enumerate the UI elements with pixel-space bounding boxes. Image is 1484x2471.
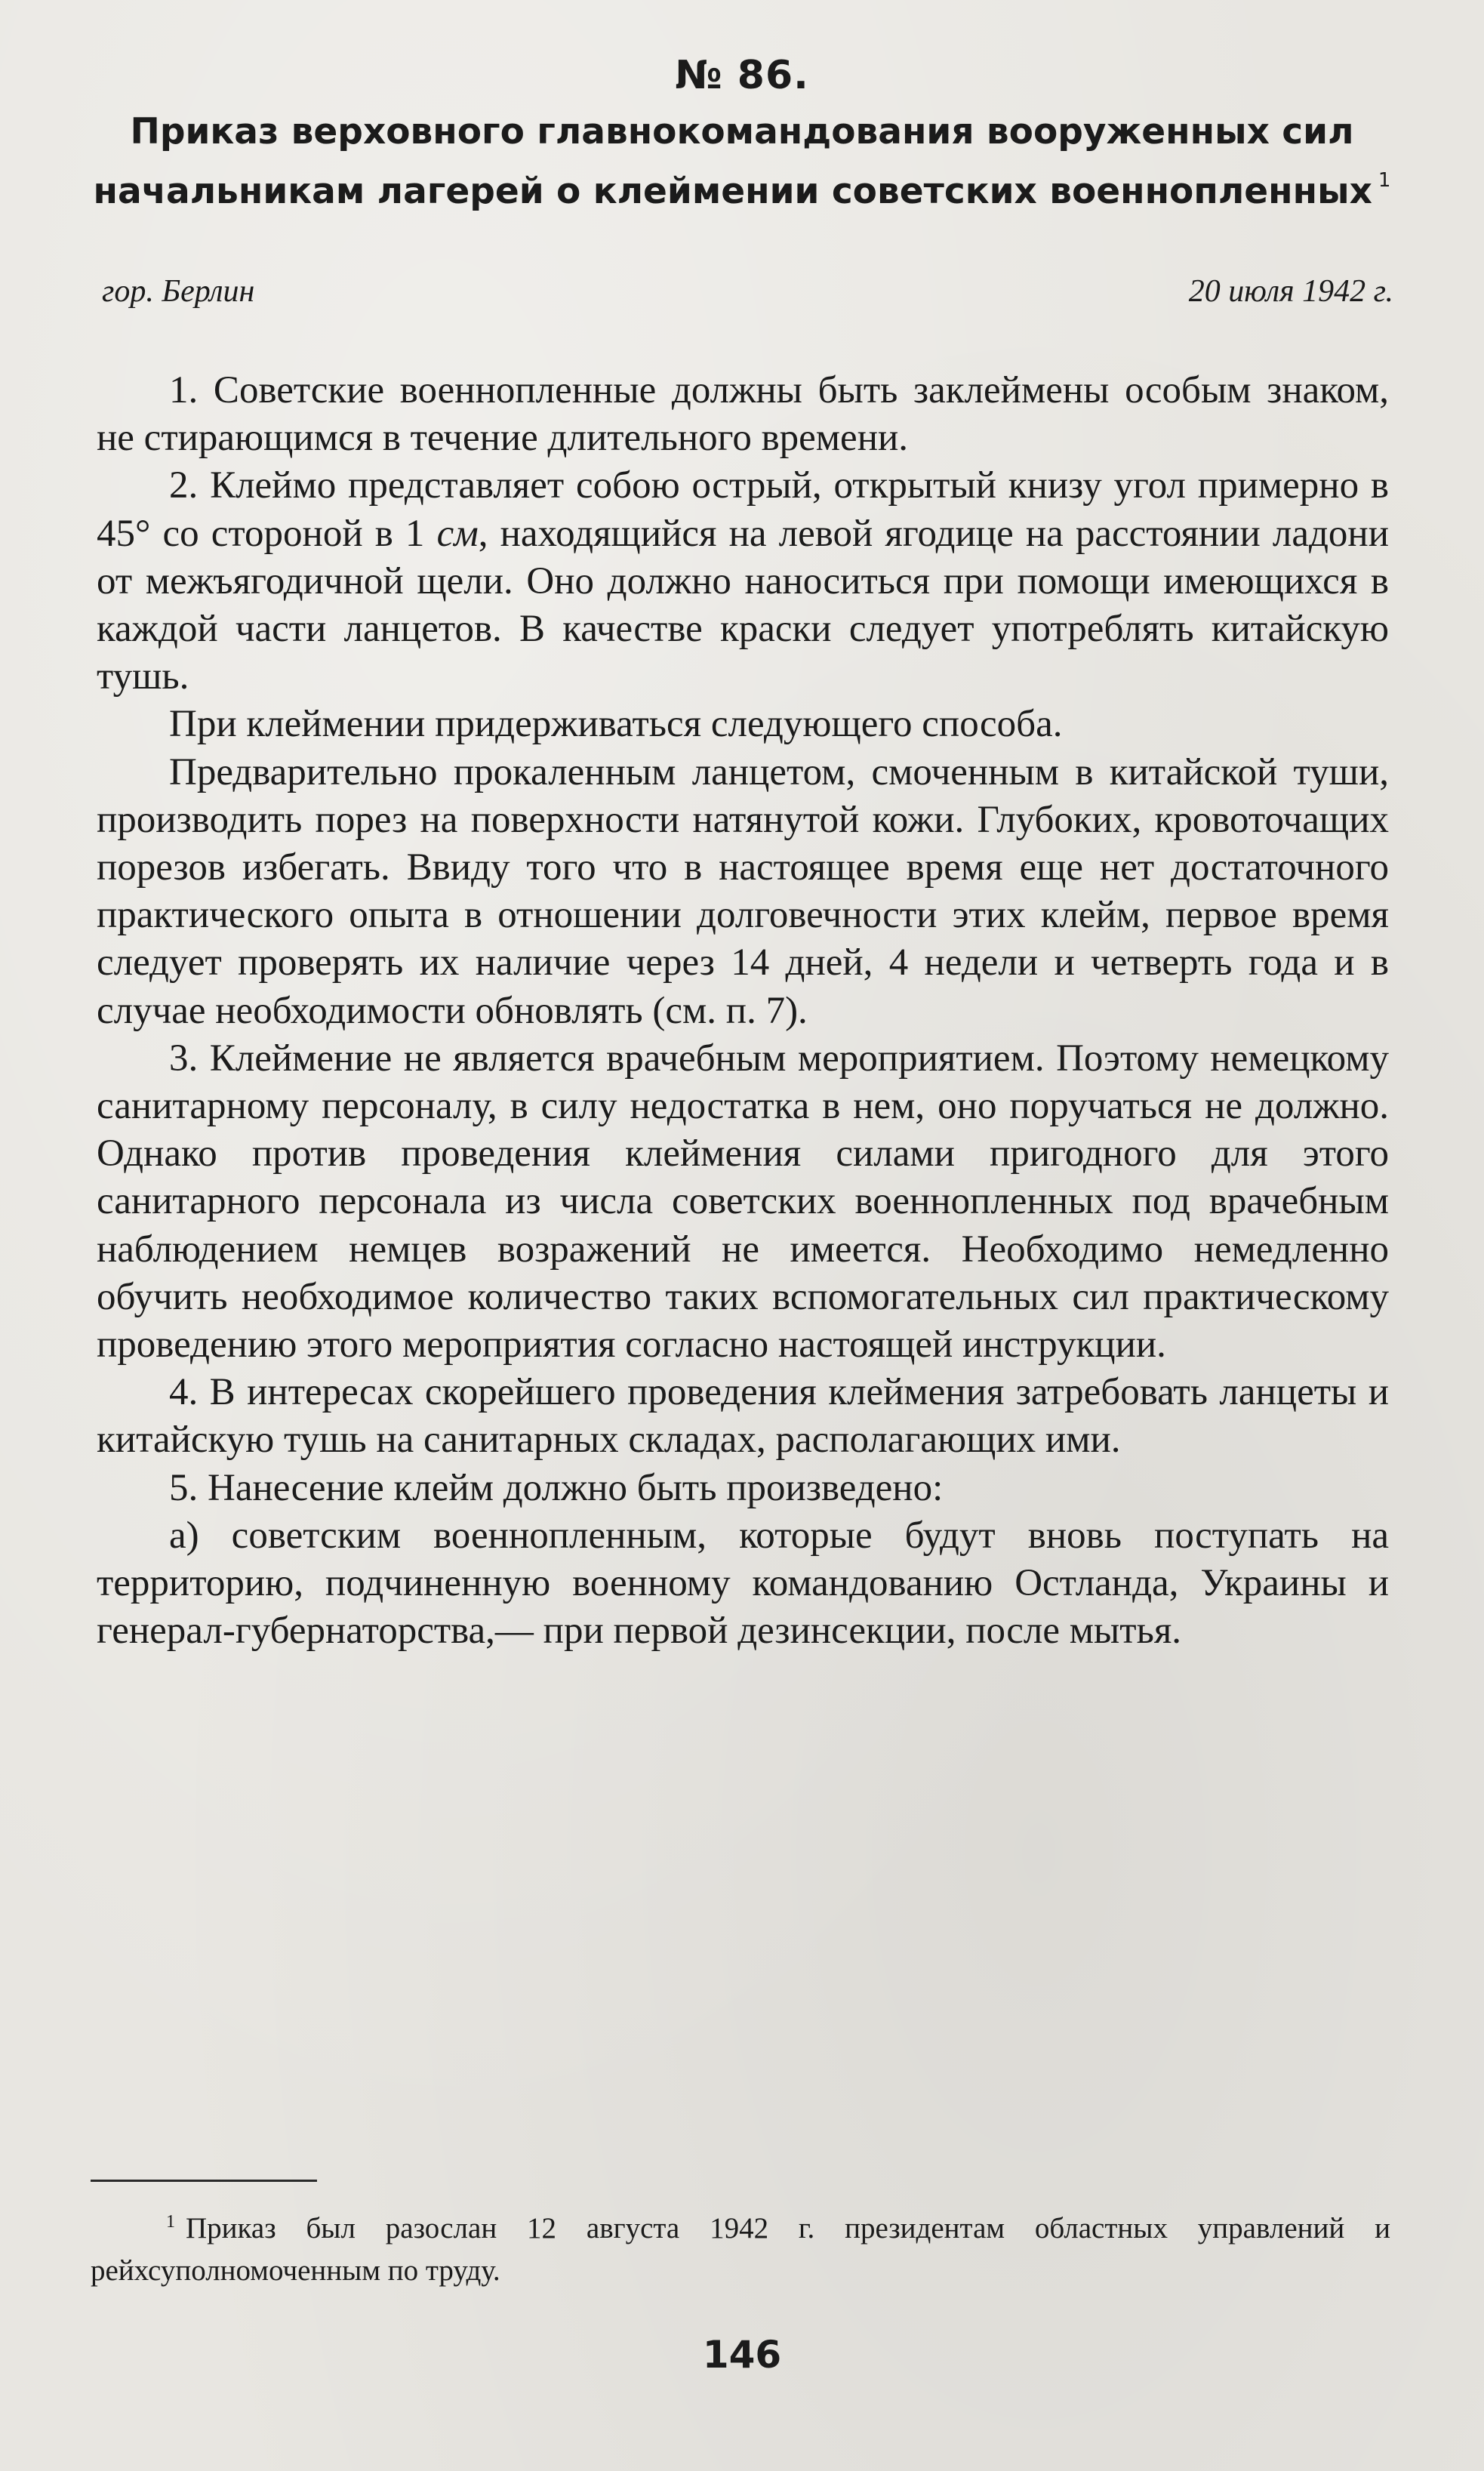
document-body — [97, 367, 1389, 1655]
paragraph-item-3: 3. Клеймение не является врачебным мероприятием. Поэтому немецкому санитарному персоналу, в силу недостатка в нем, оно поручаться не должно. Однако против проведения клеймения силами пригодного для этого санитарного персонала из числа советских военнопленных под врачебным наблюдением немцев возражений не имеется. Необходимо немедленно обучить необходимое количество таких вспомогательных сил практическому проведению этого мероприятия согласно настоящей инструкции. — [97, 1037, 1389, 1366]
footnote-mark: 1 — [166, 2212, 175, 2232]
document-title — [91, 107, 1393, 216]
paragraph-item-2-text-a: 2. Клеймо представляет собою острый, открытый книзу угол примерно в 45° со стороной в 1 — [97, 464, 1389, 555]
footnote-text: Приказ был разослан 12 августа 1942 г. президентам областных управлений и рейхсуполномоченным по труду. — [91, 2212, 1390, 2287]
paragraph-item-5: 5. Нанесение клейм должно быть произведено: — [169, 1466, 944, 1509]
paragraph-method-intro: При клеймении придерживаться следующего способа. — [169, 703, 1063, 746]
footnote-reference: 1 — [1378, 169, 1391, 192]
footnote — [91, 2201, 1390, 2292]
unit-cm: см — [436, 512, 479, 555]
document-date: 20 июля 1942 г. — [1188, 274, 1393, 309]
footnote-divider — [91, 2180, 317, 2182]
paragraph-item-1: 1. Советские военнопленные должны быть заклеймены особым знаком, не стирающимся в течение длительного времени. — [97, 369, 1389, 460]
paragraph-method: Предварительно прокаленным ланцетом, смоченным в китайской туши, производить порез на поверхности натянутой кожи. Глубоких, кровоточащих порезов избегать. Ввиду того что в настоящее время еще нет достаточного практического опыта в отношении долговечности этих клейм, первое время следует проверять их наличие через 14 дней, 4 недели и четверть года и в случае необходимости обновлять (см. п. 7). — [97, 750, 1389, 1032]
document-title-text: Приказ верховного главнокомандования вооруженных сил начальникам лагерей о клеймении советских военнопленных — [93, 111, 1372, 212]
paragraph-item-4: 4. В интересах скорейшего проведения клеймения затребовать ланцеты и китайскую тушь на санитарных складах, располагающих ими. — [97, 1371, 1389, 1462]
page-number: 146 — [702, 2333, 782, 2377]
document-number: № 86. — [675, 53, 809, 98]
paragraph-item-2 — [97, 462, 1389, 701]
paragraph-item-2-text-b: , находящийся на левой ягодице на расстоянии ладони от межъягодичной щели. Оно должно наноситься при помощи имеющихся в каждой части ланцетов. В качестве краски следует употреблять китайскую тушь. — [97, 512, 1390, 698]
document-place: гор. Берлин — [102, 274, 255, 309]
paragraph-item-5a: а) советским военнопленным, которые будут вновь поступать на территорию, подчиненную военному командованию Остланда, Украины и генерал-губернаторства,— при первой дезинсекции, после мытья. — [97, 1514, 1389, 1653]
